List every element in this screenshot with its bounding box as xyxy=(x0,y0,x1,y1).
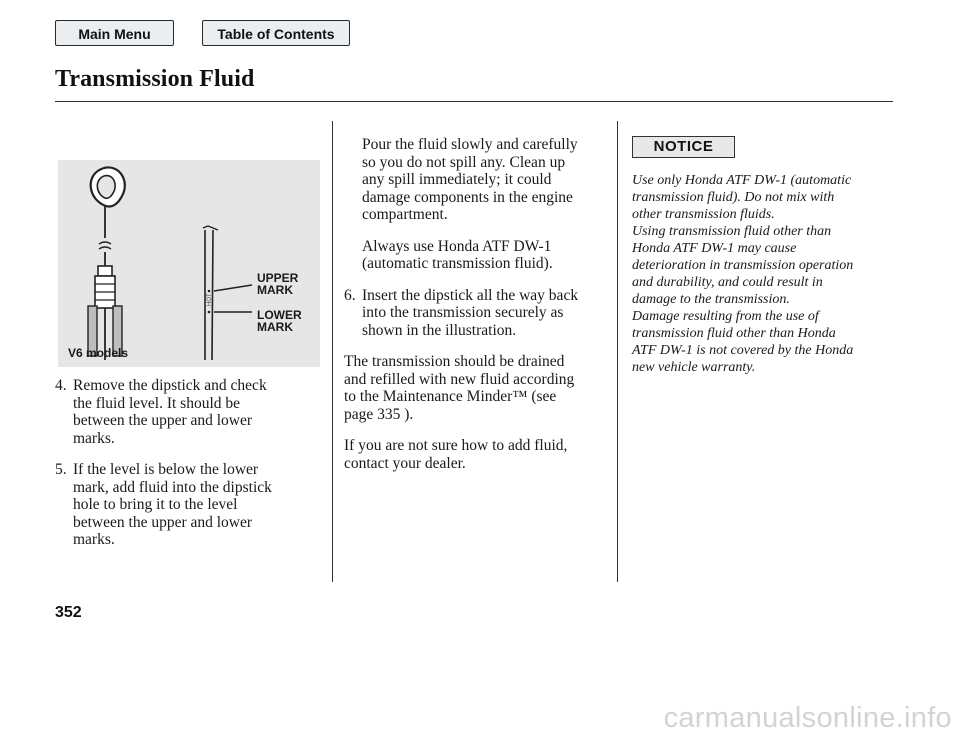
left-column-text xyxy=(55,377,330,549)
step-4-number: 4. xyxy=(55,377,67,394)
fluid-type-note: Always use Honda ATF DW-1 (automatic transmission fluid). xyxy=(362,237,553,272)
page-reference-link[interactable]: page 335 ). xyxy=(344,405,414,423)
step-5-number: 5. xyxy=(55,461,67,478)
table-of-contents-button[interactable]: Table of Contents xyxy=(202,20,350,46)
dipstick-illustration xyxy=(58,160,320,367)
lower-mark-label: LOWER MARK xyxy=(257,308,302,334)
title-divider xyxy=(55,101,893,102)
dipstick-drawing-icon xyxy=(58,160,320,367)
column-divider-right xyxy=(617,121,618,582)
middle-column-text xyxy=(344,136,614,472)
notice-badge: NOTICE xyxy=(632,136,735,158)
step-4: 4. Remove the dipstick and check the fluid level. It should be between the upper and lower marks. xyxy=(55,377,267,447)
step-5: 5. If the level is below the lower mark, add fluid into the dipstick hole to bring it to the level between the upper and lower marks. xyxy=(55,461,272,548)
page-number: 352 xyxy=(55,604,82,621)
step-6-number: 6. xyxy=(344,286,356,304)
watermark: carmanualsonline.info xyxy=(663,702,952,734)
column-divider-left xyxy=(332,121,333,582)
drain-refill-note: The transmission should be drained and refilled with new fluid according to the Maintenance Minder™ (see page 335 ). xyxy=(344,353,614,423)
main-menu-button[interactable]: Main Menu xyxy=(55,20,174,46)
pour-instructions: Pour the fluid slowly and carefully so you do not spill any. Clean up any spill immediately; it could damage components in the engine compartment. xyxy=(362,136,578,223)
svg-text:HOT: HOT xyxy=(207,293,213,306)
page-title: Transmission Fluid xyxy=(55,66,255,92)
dealer-note: If you are not sure how to add fluid, contact your dealer. xyxy=(344,437,568,472)
figure-caption: V6 models xyxy=(68,346,129,360)
notice-text: Use only Honda ATF DW-1 (automatic transmission fluid). Do not mix with other transmission fluids. Using transmission fluid other than Honda ATF DW-1 may cause deterioration in transmission operation and durability, and could result in damage to the transmission. Damage resulting from the use of transmission fluid other than Honda ATF DW-1 is not covered by the Honda new vehicle warranty. xyxy=(632,173,854,375)
upper-mark-label: UPPER MARK xyxy=(257,271,299,297)
step-6: 6. Insert the dipstick all the way back into the transmission securely as shown in the illustration. xyxy=(344,286,579,339)
